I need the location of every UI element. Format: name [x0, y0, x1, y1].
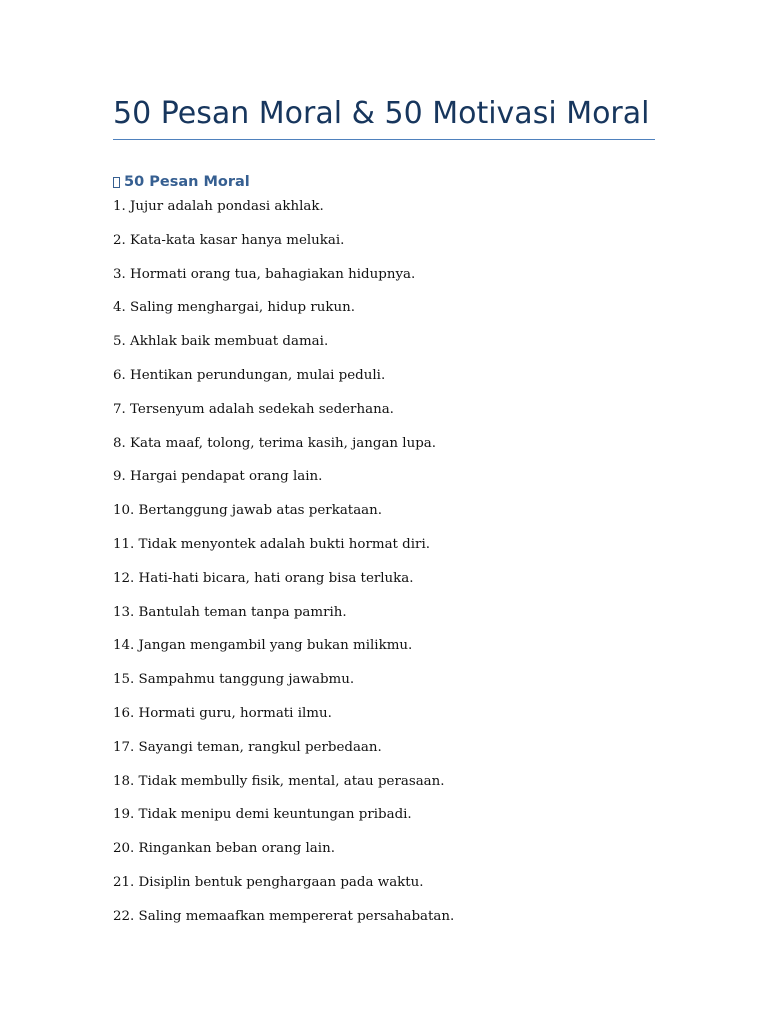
document-title: 50 Pesan Moral & 50 Motivasi Moral [113, 96, 650, 131]
list-item: 7. Tersenyum adalah sedekah sederhana. [113, 401, 394, 417]
list-item: 16. Hormati guru, hormati ilmu. [113, 705, 332, 721]
title-underline [113, 139, 655, 140]
list-item: 20. Ringankan beban orang lain. [113, 841, 335, 857]
document-icon [113, 177, 120, 188]
list-item: 1. Jujur adalah pondasi akhlak. [113, 199, 324, 214]
section-heading-text: 50 Pesan Moral [124, 174, 250, 190]
list-item: 18. Tidak membully fisik, mental, atau perasaan. [113, 773, 445, 789]
list-item: 15. Sampahmu tanggung jawabmu. [113, 672, 355, 688]
list-item: 2. Kata-kata kasar hanya melukai. [113, 232, 345, 248]
list-item: 12. Hati-hati bicara, hati orang bisa terluka. [113, 570, 414, 586]
list-item: 22. Saling memaafkan mempererat persahabatan. [113, 908, 455, 924]
list-item: 6. Hentikan perundungan, mulai peduli. [113, 367, 386, 383]
section-heading [113, 172, 250, 192]
moral-message-list [113, 198, 454, 942]
list-item: 13. Bantulah teman tanpa pamrih. [113, 604, 347, 620]
list-item: 21. Disiplin bentuk penghargaan pada waktu. [113, 874, 424, 890]
list-item: 3. Hormati orang tua, bahagiakan hidupnya. [113, 266, 416, 282]
list-item: 9. Hargai pendapat orang lain. [113, 469, 323, 485]
list-item: 4. Saling menghargai, hidup rukun. [113, 300, 355, 316]
list-item: 5. Akhlak baik membuat damai. [113, 334, 329, 350]
list-item: 10. Bertanggung jawab atas perkataan. [113, 503, 383, 519]
list-item: 19. Tidak menipu demi keuntungan pribadi. [113, 807, 412, 823]
list-item: 14. Jangan mengambil yang bukan milikmu. [113, 638, 413, 654]
list-item: 11. Tidak menyontek adalah bukti hormat diri. [113, 536, 430, 552]
list-item: 17. Sayangi teman, rangkul perbedaan. [113, 739, 382, 755]
list-item: 8. Kata maaf, tolong, terima kasih, jangan lupa. [113, 435, 437, 451]
